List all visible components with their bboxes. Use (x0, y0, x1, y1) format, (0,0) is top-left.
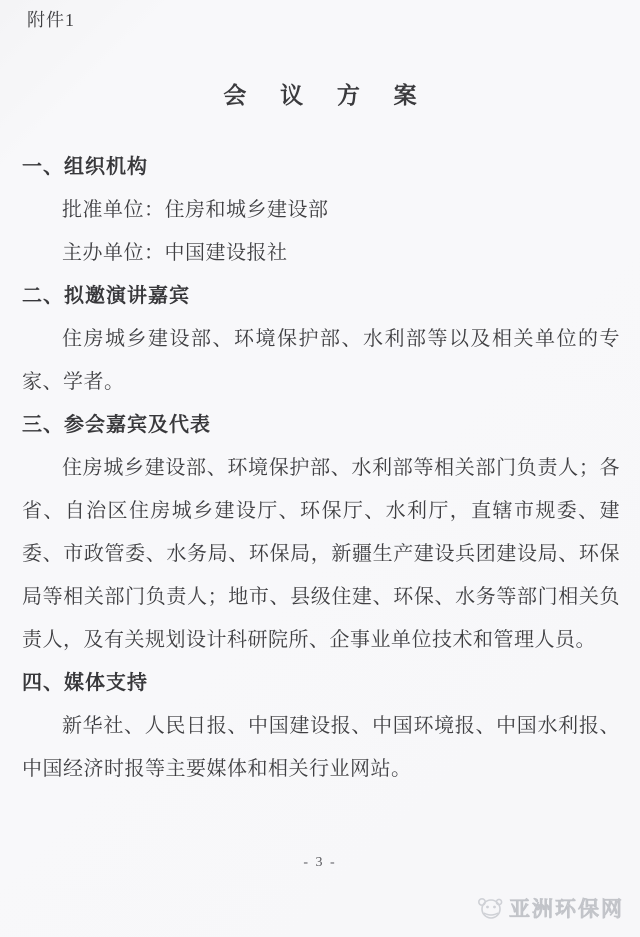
section-media-support (22, 662, 620, 791)
section-invited-speakers (22, 275, 620, 404)
page-number: - 3 - (303, 855, 337, 870)
watermark (475, 893, 624, 923)
document-title: 会 议 方 案 (223, 83, 431, 108)
section-paragraph: 新华社、人民日报、中国建设报、中国环境报、中国水利报、中国经济时报等主要媒体和相关行业网站。 (22, 715, 620, 780)
section-heading: 四、媒体支持 (22, 672, 148, 694)
section-heading: 二、拟邀演讲嘉宾 (22, 285, 190, 307)
section-heading: 一、组织机构 (22, 156, 148, 178)
section-paragraph: 批准单位：住房和城乡建设部 (62, 199, 329, 221)
section-paragraph: 住房城乡建设部、环境保护部、水利部等以及相关单位的专家、学者。 (22, 328, 620, 393)
document-body (22, 146, 620, 791)
section-organization (22, 146, 620, 275)
section-attendees (22, 404, 620, 662)
section-paragraph: 主办单位：中国建设报社 (62, 242, 288, 264)
attachment-label: 附件1 (27, 10, 75, 30)
section-paragraph: 住房城乡建设部、环境保护部、水利部等相关部门负责人；各省、自治区住房城乡建设厅、环保厅、水利厅，直辖市规委、建委、市政管委、水务局、环保局，新疆生产建设兵团建设局、环保局等相关部门负责人；地市、县级住建、环保、水务等部门相关负责人，及有关规划设计科研院所、企事业单位技术和管理人员。 (22, 457, 620, 651)
section-heading: 三、参会嘉宾及代表 (22, 414, 211, 436)
panda-globe-logo-icon (475, 895, 505, 921)
watermark-text: 亚洲环保网 (509, 897, 624, 921)
